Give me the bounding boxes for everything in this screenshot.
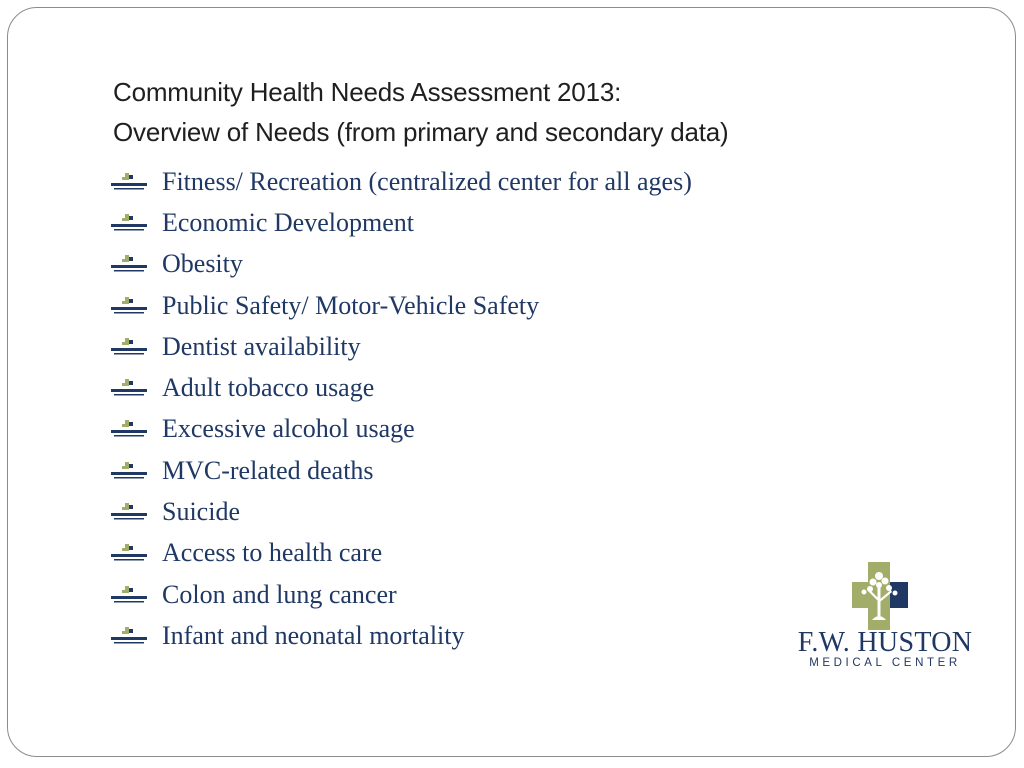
list-item [110, 367, 692, 408]
bullet-logo-icon [110, 213, 148, 233]
list-item-label: Excessive alcohol usage [162, 414, 415, 444]
bullet-logo-icon [110, 172, 148, 192]
list-item [110, 574, 692, 615]
list-item-label: Infant and neonatal mortality [162, 620, 465, 650]
bullet-logo-icon [110, 378, 148, 398]
list-item-label: Adult tobacco usage [162, 373, 375, 403]
list-item [110, 326, 692, 367]
list-item-label: Obesity [162, 249, 243, 279]
tree-cross-icon [842, 562, 922, 630]
list-item [110, 161, 692, 202]
bullet-logo-icon [110, 543, 148, 563]
fw-huston-logo [790, 560, 980, 672]
list-item [110, 285, 692, 326]
list-item-label: Colon and lung cancer [162, 579, 397, 609]
list-item-label: MVC-related deaths [162, 455, 374, 485]
title-line-1: Community Health Needs Assessment 2013: [113, 77, 622, 107]
list-item [110, 615, 692, 656]
list-item-label: Access to health care [162, 538, 383, 568]
list-item [110, 409, 692, 450]
slide-title [113, 72, 933, 152]
bullet-logo-icon [110, 502, 148, 522]
bullet-logo-icon [110, 626, 148, 646]
list-item [110, 533, 692, 574]
bullet-logo-icon [110, 337, 148, 357]
needs-list [110, 161, 692, 657]
list-item-label: Suicide [162, 497, 240, 527]
list-item-label: Public Safety/ Motor-Vehicle Safety [162, 290, 540, 320]
list-item [110, 450, 692, 491]
list-item-label: Economic Development [162, 207, 414, 237]
bullet-logo-icon [110, 461, 148, 481]
list-item [110, 244, 692, 285]
bullet-logo-icon [110, 419, 148, 439]
bullet-logo-icon [110, 296, 148, 316]
bullet-logo-icon [110, 585, 148, 605]
list-item [110, 202, 692, 243]
list-item-label: Fitness/ Recreation (centralized center for all ages) [162, 166, 692, 196]
logo-subtitle: MEDICAL CENTER [809, 657, 961, 669]
list-item-label: Dentist availability [162, 331, 361, 361]
list-item [110, 491, 692, 532]
bullet-logo-icon [110, 254, 148, 274]
logo-name: F.W. HUSTON [797, 627, 973, 658]
title-line-2: Overview of Needs (from primary and secondary data) [113, 117, 729, 147]
